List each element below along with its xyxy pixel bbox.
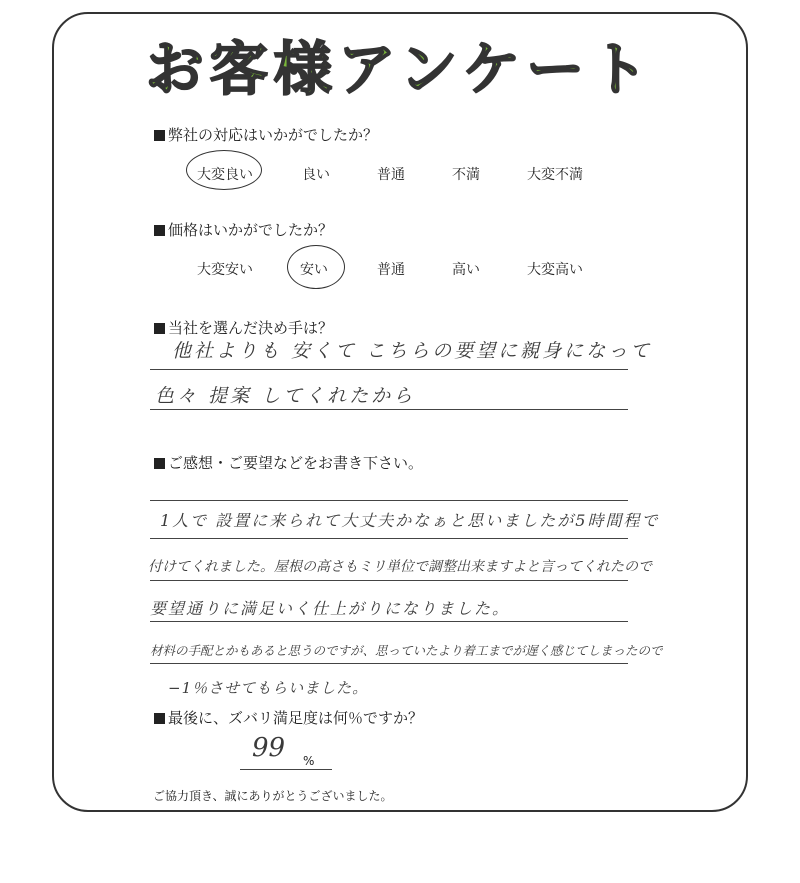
option-service-2[interactable]: 良い <box>302 167 330 183</box>
answer-rule <box>240 769 332 770</box>
question-price <box>154 219 333 240</box>
answer-rule <box>150 409 628 410</box>
option-price-2[interactable]: 安い <box>300 262 328 278</box>
option-service-4[interactable]: 不満 <box>452 167 480 183</box>
question-service-label: 弊社の対応はいかがでしたか？ <box>168 126 379 144</box>
option-price-4[interactable]: 高い <box>452 262 480 278</box>
question-satisfaction <box>154 707 423 728</box>
option-service-3[interactable]: 普通 <box>377 167 405 183</box>
square-bullet-icon <box>154 225 165 236</box>
square-bullet-icon <box>154 458 165 469</box>
question-comments-label: ご感想・ご要望などをお書き下さい。 <box>168 454 424 472</box>
option-price-1[interactable]: 大変安い <box>197 262 253 278</box>
comments-answer-line: 1人で 設置に来られて大丈夫かなぁと思いましたが5時間程で <box>160 511 660 530</box>
survey-title: お客様アンケート <box>145 35 655 103</box>
answer-rule <box>150 580 628 581</box>
question-satisfaction-label: 最後に、ズバリ満足度は何％ですか？ <box>168 709 424 727</box>
reason-answer-line: 他社よりも 安くて こちらの要望に親身になって <box>172 340 653 362</box>
answer-rule <box>150 663 628 664</box>
question-price-label: 価格はいかがでしたか？ <box>168 221 334 239</box>
reason-answer-line: 色々 提案 してくれたから <box>155 385 416 407</box>
question-reason <box>154 317 333 338</box>
question-service <box>154 124 378 145</box>
satisfaction-unit: % <box>303 754 315 768</box>
thank-you-note: ご協力頂き、誠にありがとうございました。 <box>153 789 393 803</box>
comments-answer-line: 要望通りに満足いく仕上がりになりました。 <box>150 599 511 618</box>
option-service-1[interactable]: 大変良い <box>197 167 253 183</box>
comments-answer-line: −1％させてもらいました。 <box>168 679 369 697</box>
comments-answer-line: 材料の手配とかもあると思うのですが、思っていたより着工までが遅く感じてしまったので <box>150 643 663 658</box>
question-reason-label: 当社を選んだ決め手は？ <box>168 319 334 337</box>
answer-rule <box>150 369 628 370</box>
square-bullet-icon <box>154 130 165 141</box>
option-service-5[interactable]: 大変不満 <box>527 167 583 183</box>
comments-answer-line: 付けてくれました。屋根の高さもミリ単位で調整出来ますよと言ってくれたので <box>148 559 652 575</box>
option-price-5[interactable]: 大変高い <box>527 262 583 278</box>
square-bullet-icon <box>154 323 165 334</box>
square-bullet-icon <box>154 713 165 724</box>
satisfaction-value: 99 <box>252 733 286 763</box>
answer-rule <box>150 500 628 501</box>
answer-rule <box>150 621 628 622</box>
answer-rule <box>150 538 628 539</box>
question-comments <box>154 452 423 473</box>
option-price-3[interactable]: 普通 <box>377 262 405 278</box>
